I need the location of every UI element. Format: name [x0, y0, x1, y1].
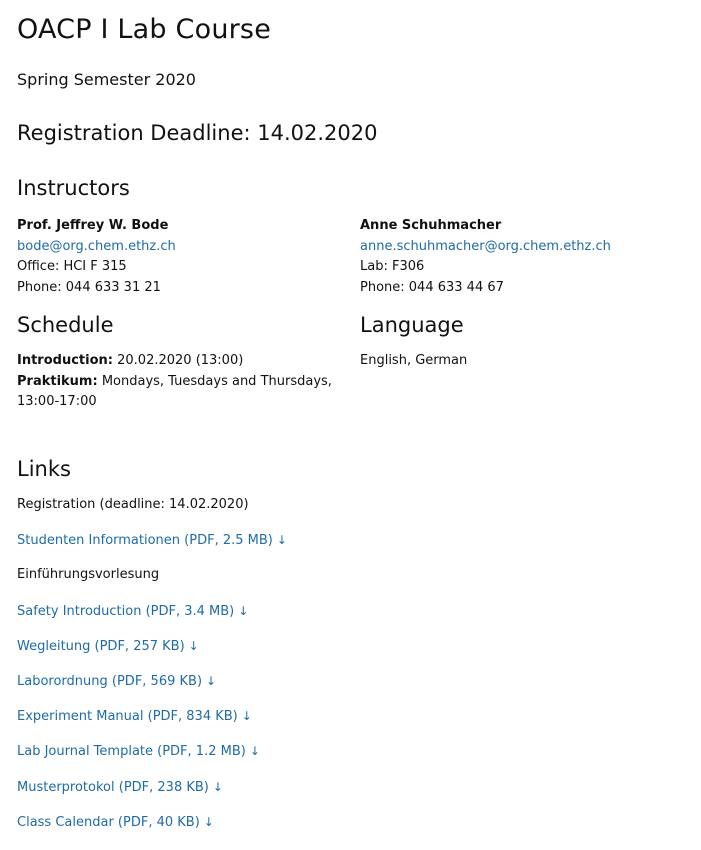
download-arrow-icon: ↓	[188, 638, 199, 653]
instructor-phone: Phone: 044 633 31 21	[17, 279, 161, 295]
praktikum-value: Mondays, Tuesdays and Thursdays,	[101, 373, 332, 389]
page-title: OACP I Lab Course	[17, 14, 272, 45]
instructor-email-link[interactable]: anne.schuhmacher@org.chem.ethz.ch	[360, 238, 611, 254]
links-list	[17, 495, 287, 847]
experiment-manual-link[interactable]: Experiment Manual (PDF, 834 KB) ↓	[17, 709, 252, 725]
introduction-label: Introduction:	[17, 353, 113, 368]
list-item	[17, 636, 287, 671]
list-item	[17, 495, 287, 530]
instructor-office: Office: HCI F 315	[17, 259, 127, 274]
instructor-name: Prof. Jeffrey W. Bode	[17, 218, 169, 233]
download-arrow-icon: ↓	[238, 603, 249, 618]
instructors-heading: Instructors	[17, 176, 130, 200]
list-item	[17, 706, 287, 741]
instructor-lab: Lab: F306	[360, 259, 425, 274]
studenten-informationen-link[interactable]: Studenten Informationen (PDF, 2.5 MB) ↓	[17, 533, 287, 549]
lab-journal-template-link[interactable]: Lab Journal Template (PDF, 1.2 MB) ↓	[17, 744, 260, 760]
list-item	[17, 601, 287, 636]
list-item	[17, 565, 287, 600]
musterprotokol-link[interactable]: Musterprotokol (PDF, 238 KB) ↓	[17, 779, 223, 795]
registration-text: Registration (deadline: 14.02.2020)	[17, 497, 249, 512]
list-item	[17, 812, 287, 847]
schedule-heading: Schedule	[17, 313, 114, 337]
registration-deadline: Registration Deadline: 14.02.2020	[17, 121, 378, 145]
instructor-phone: Phone: 044 633 44 67	[360, 279, 504, 295]
instructor-card-bode	[17, 216, 347, 298]
list-item	[17, 741, 287, 776]
instructor-name: Anne Schuhmacher	[360, 218, 502, 233]
laborordnung-link[interactable]: Laborordnung (PDF, 569 KB) ↓	[17, 673, 217, 689]
download-arrow-icon: ↓	[206, 673, 217, 688]
language-heading: Language	[360, 313, 464, 337]
list-item	[17, 530, 287, 565]
introduction-value: 20.02.2020 (13:00)	[117, 353, 244, 368]
semester-label: Spring Semester 2020	[17, 70, 196, 89]
instructor-email-link[interactable]: bode@org.chem.ethz.ch	[17, 238, 176, 254]
instructor-card-schuhmacher	[360, 216, 680, 298]
download-arrow-icon: ↓	[249, 744, 260, 759]
list-item	[17, 777, 287, 812]
wegleitung-link[interactable]: Wegleitung (PDF, 257 KB) ↓	[17, 638, 199, 654]
einfuehrungsvorlesung-text: Einführungsvorlesung	[17, 567, 160, 583]
class-calendar-link[interactable]: Class Calendar (PDF, 40 KB) ↓	[17, 814, 214, 830]
links-heading: Links	[17, 457, 71, 481]
download-arrow-icon: ↓	[203, 814, 214, 829]
schedule-details	[17, 351, 337, 413]
safety-introduction-link[interactable]: Safety Introduction (PDF, 3.4 MB) ↓	[17, 603, 249, 619]
download-arrow-icon: ↓	[212, 779, 223, 794]
download-arrow-icon: ↓	[276, 533, 287, 548]
download-arrow-icon: ↓	[241, 709, 252, 724]
praktikum-time: 13:00-17:00	[17, 394, 97, 409]
language-value: English, German	[360, 353, 468, 368]
praktikum-label: Praktikum:	[17, 373, 98, 389]
list-item	[17, 671, 287, 706]
